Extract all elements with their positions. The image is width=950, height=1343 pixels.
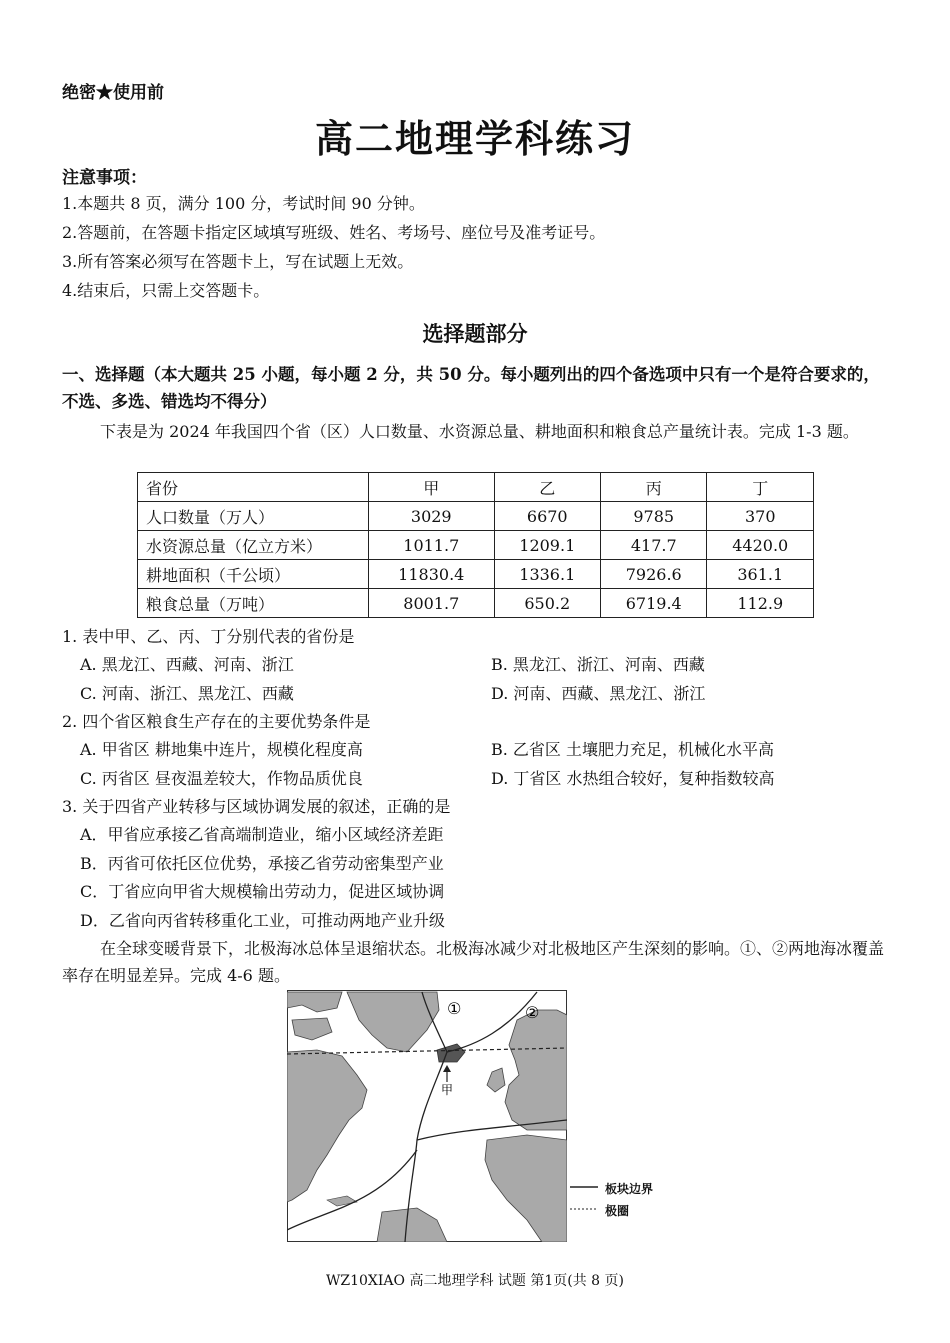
table-cell: 人口数量（万人） xyxy=(138,502,369,531)
question-option: B. 黑龙江、浙江、河南、西藏 xyxy=(491,655,705,674)
table-header-cell: 乙 xyxy=(494,473,600,502)
question-option: A. 甲省区 耕地集中连片，规模化程度高 xyxy=(80,740,363,759)
notice-item: 3.所有答案必须写在答题卡上，写在试题上无效。 xyxy=(62,252,414,271)
question-option: D. 丁省区 水热组合较好，复种指数较高 xyxy=(491,769,775,788)
table-cell: 370 xyxy=(707,502,814,531)
statistics-table xyxy=(137,472,814,618)
table-row xyxy=(138,589,814,618)
table-cell: 1011.7 xyxy=(369,531,495,560)
question-option: C. 河南、浙江、黑龙江、西藏 xyxy=(80,684,294,703)
page-title: 高二地理学科练习 xyxy=(314,116,635,161)
notice-item: 2.答题前，在答题卡指定区域填写班级、姓名、考场号、座位号及准考证号。 xyxy=(62,223,606,242)
question-intro: 在全球变暖背景下，北极海冰总体呈退缩状态。北极海冰减少对北极地区产生深刻的影响。①、②两地海冰覆盖率存在明显差异。完成 4-6 题。 xyxy=(62,939,885,985)
table-cell: 4420.0 xyxy=(707,531,814,560)
map-label-jia: 甲 xyxy=(441,1083,454,1097)
table-cell: 8001.7 xyxy=(369,589,495,618)
question-stem: 2. 四个省区粮食生产存在的主要优势条件是 xyxy=(62,712,371,731)
table-header-row xyxy=(138,473,814,502)
table-cell: 3029 xyxy=(369,502,495,531)
question-option: B．丙省可依托区位优势，承接乙省劳动密集型产业 xyxy=(80,854,444,873)
table-cell: 水资源总量（亿立方米） xyxy=(138,531,369,560)
table-header-cell: 丙 xyxy=(601,473,707,502)
table-cell: 112.9 xyxy=(707,589,814,618)
table-cell: 1336.1 xyxy=(494,560,600,589)
notice-item: 1.本题共 8 页，满分 100 分，考试时间 90 分钟。 xyxy=(62,194,425,213)
table-cell: 粮食总量（万吨） xyxy=(138,589,369,618)
legend-symbols xyxy=(568,1183,600,1223)
table-row xyxy=(138,502,814,531)
table-cell: 11830.4 xyxy=(369,560,495,589)
north-atlantic-map xyxy=(287,990,567,1242)
table-header-cell: 甲 xyxy=(369,473,495,502)
table-header-cell: 省份 xyxy=(138,473,369,502)
table-cell: 361.1 xyxy=(707,560,814,589)
section-title: 选择题部分 xyxy=(422,321,528,346)
legend-boundary-label: 板块边界 xyxy=(605,1182,654,1196)
question-option: C. 丙省区 昼夜温差较大，作物品质优良 xyxy=(80,769,363,788)
table-cell: 417.7 xyxy=(601,531,707,560)
page-footer: WZ10XIAO 高二地理学科 试题 第1页(共 8 页) xyxy=(325,1273,624,1289)
table-row xyxy=(138,531,814,560)
table-cell: 9785 xyxy=(601,502,707,531)
question-option: A. 黑龙江、西藏、河南、浙江 xyxy=(80,655,294,674)
notice-item: 4.结束后，只需上交答题卡。 xyxy=(62,281,270,300)
question-intro: 下表是为 2024 年我国四个省（区）人口数量、水资源总量、耕地面积和粮食总产量统计表。完成 1-3 题。 xyxy=(100,422,859,441)
legend-circle-label: 极圈 xyxy=(605,1204,630,1218)
table-cell: 6719.4 xyxy=(601,589,707,618)
confidential-mark: 绝密★使用前 xyxy=(62,83,164,103)
question-option: D．乙省向丙省转移重化工业，可推动两地产业升级 xyxy=(80,911,445,930)
question-stem: 3. 关于四省产业转移与区域协调发展的叙述，正确的是 xyxy=(62,797,451,816)
table-cell: 1209.1 xyxy=(494,531,600,560)
question-option: D. 河南、西藏、黑龙江、浙江 xyxy=(491,684,706,703)
table-cell: 耕地面积（千公顷） xyxy=(138,560,369,589)
question-option: A．甲省应承接乙省高端制造业，缩小区域经济差距 xyxy=(80,825,444,844)
table-cell: 6670 xyxy=(494,502,600,531)
table-cell: 7926.6 xyxy=(601,560,707,589)
part-heading: 一、选择题（本大题共 25 小题，每小题 2 分，共 50 分。每小题列出的四个备选项中只有一个是符合要求的，不选、多选、错选均不得分） xyxy=(62,365,880,411)
question-stem: 1. 表中甲、乙、丙、丁分别代表的省份是 xyxy=(62,627,355,646)
table-row xyxy=(138,560,814,589)
table-cell: 650.2 xyxy=(494,589,600,618)
question-option: B. 乙省区 土壤肥力充足，机械化水平高 xyxy=(491,740,775,759)
map-label-1: ① xyxy=(447,999,462,1018)
map-label-2: ② xyxy=(525,1003,540,1022)
notice-heading: 注意事项： xyxy=(62,168,147,188)
question-option: C．丁省应向甲省大规模输出劳动力，促进区域协调 xyxy=(80,882,445,901)
table-header-cell: 丁 xyxy=(707,473,814,502)
